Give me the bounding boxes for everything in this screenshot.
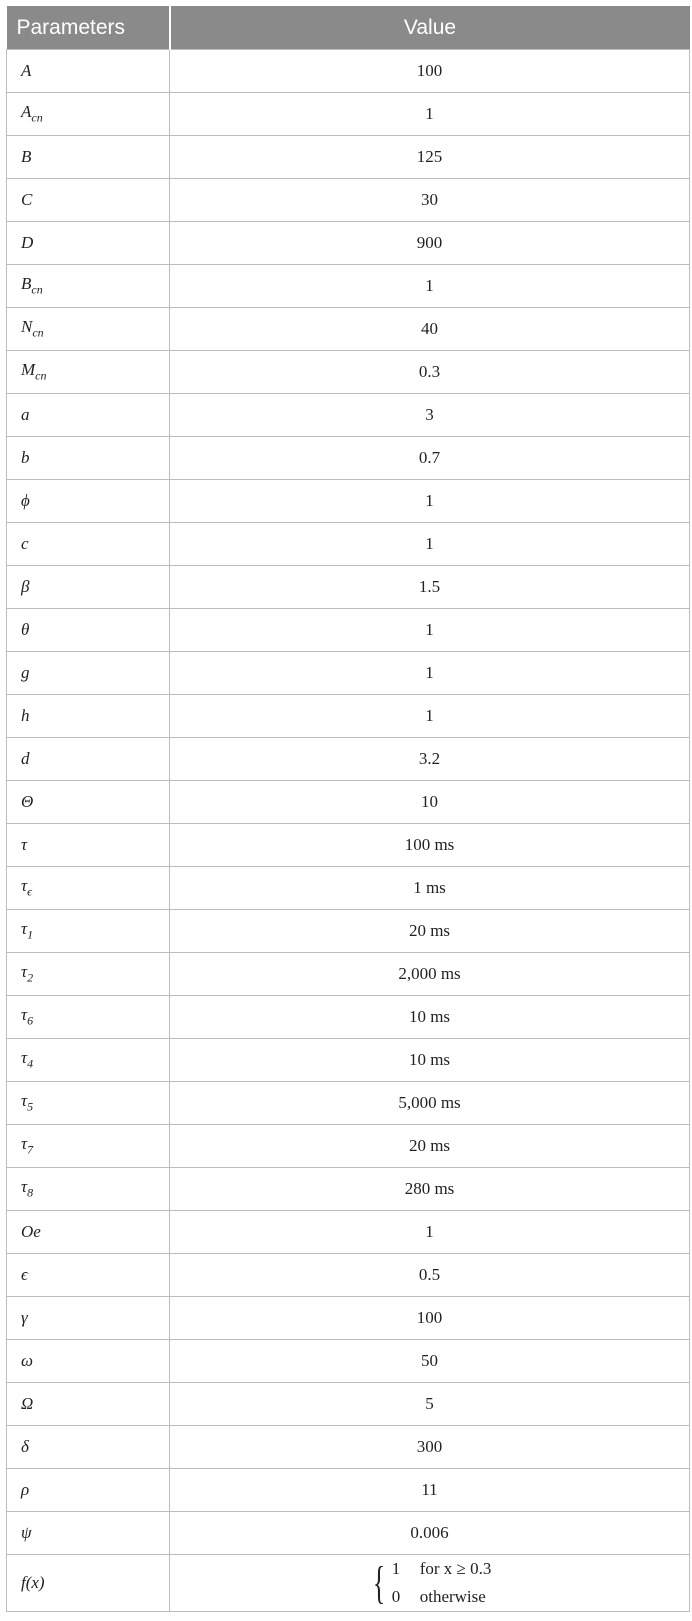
value-cell: 1.5 xyxy=(170,566,690,609)
value-cell: 11 xyxy=(170,1469,690,1512)
parameter-subscript: cn xyxy=(35,368,47,383)
parameter-symbol: N xyxy=(21,317,33,337)
table-row xyxy=(7,394,690,437)
table-row xyxy=(7,1082,690,1125)
case-2: 0 otherwise xyxy=(391,1587,486,1606)
value-cell: 1 xyxy=(170,1211,690,1254)
parameter-cell xyxy=(7,652,170,695)
parameter-symbol: τ xyxy=(21,1091,28,1111)
parameter-symbol: c xyxy=(21,534,29,553)
parameter-symbol: τ xyxy=(21,1177,28,1197)
table-row xyxy=(7,738,690,781)
parameter-cell xyxy=(7,437,170,480)
parameter-cell xyxy=(7,566,170,609)
table-row xyxy=(7,1555,690,1612)
table-row xyxy=(7,1297,690,1340)
parameter-cell xyxy=(7,738,170,781)
parameter-cell xyxy=(7,781,170,824)
parameter-cell xyxy=(7,308,170,351)
parameter-subscript: cn xyxy=(31,110,43,125)
table-row xyxy=(7,1211,690,1254)
parameter-symbol: ω xyxy=(21,1351,34,1370)
table-row xyxy=(7,480,690,523)
value-cell: 1 ms xyxy=(170,867,690,910)
value-cell: 10 xyxy=(170,781,690,824)
parameter-symbol: b xyxy=(21,448,30,467)
parameter-subscript: 8 xyxy=(27,1185,34,1200)
parameter-subscript: 7 xyxy=(27,1142,34,1157)
parameter-cell xyxy=(7,394,170,437)
parameter-symbol: ρ xyxy=(21,1480,30,1499)
table-row xyxy=(7,652,690,695)
parameter-subscript: 6 xyxy=(27,1013,34,1028)
parameter-cell xyxy=(7,867,170,910)
table-row xyxy=(7,265,690,308)
parameter-symbol: τ xyxy=(21,1048,28,1068)
value-cell: 40 xyxy=(170,308,690,351)
parameter-cell xyxy=(7,480,170,523)
parameter-symbol: M xyxy=(21,360,36,380)
piecewise-function xyxy=(368,1555,492,1611)
parameter-cell xyxy=(7,351,170,394)
parameter-symbol: ϕ xyxy=(21,491,30,510)
table-row xyxy=(7,308,690,351)
parameter-cell xyxy=(7,609,170,652)
value-cell: 5 xyxy=(170,1383,690,1426)
table-row xyxy=(7,1512,690,1555)
table-row xyxy=(7,781,690,824)
parameter-subscript: 5 xyxy=(27,1099,34,1114)
parameter-subscript: cn xyxy=(31,282,43,297)
parameter-table-container xyxy=(6,6,689,1612)
table-row xyxy=(7,867,690,910)
parameter-cell xyxy=(7,1082,170,1125)
value-cell: 20 ms xyxy=(170,910,690,953)
table-row xyxy=(7,1469,690,1512)
value-cell: 3.2 xyxy=(170,738,690,781)
parameter-cell xyxy=(7,265,170,308)
left-brace: { xyxy=(372,1557,385,1608)
table-row xyxy=(7,609,690,652)
parameter-symbol: A xyxy=(21,102,32,122)
parameter-cell xyxy=(7,1254,170,1297)
parameter-cell xyxy=(7,824,170,867)
value-cell: 0.5 xyxy=(170,1254,690,1297)
parameter-symbol: τ xyxy=(21,835,28,854)
parameter-cell xyxy=(7,953,170,996)
parameter-subscript: ϵ xyxy=(27,884,32,899)
parameter-cell: f(x) xyxy=(7,1555,170,1612)
parameter-cell xyxy=(7,1383,170,1426)
table-header-row xyxy=(7,6,690,50)
parameter-cell xyxy=(7,1039,170,1082)
parameter-symbol: a xyxy=(21,405,30,424)
parameter-symbol: τ xyxy=(21,962,28,982)
value-cell: 100 xyxy=(170,1297,690,1340)
table-row xyxy=(7,996,690,1039)
parameter-symbol: g xyxy=(21,663,30,682)
table-row xyxy=(7,1426,690,1469)
parameter-symbol: τ xyxy=(21,876,28,896)
parameter-cell xyxy=(7,996,170,1039)
table-row xyxy=(7,910,690,953)
table-row xyxy=(7,523,690,566)
table-row xyxy=(7,351,690,394)
header-parameters: Parameters xyxy=(7,6,170,50)
parameter-symbol: D xyxy=(21,233,34,252)
parameter-symbol: C xyxy=(21,190,33,209)
value-cell: 0.006 xyxy=(170,1512,690,1555)
value-cell: 0.3 xyxy=(170,351,690,394)
table-row xyxy=(7,222,690,265)
parameter-symbol: τ xyxy=(21,1005,28,1025)
parameter-cell xyxy=(7,1426,170,1469)
parameter-cell xyxy=(7,1211,170,1254)
parameter-symbol: τ xyxy=(21,1134,28,1154)
value-cell: 0.7 xyxy=(170,437,690,480)
value-cell: 50 xyxy=(170,1340,690,1383)
table-row xyxy=(7,1383,690,1426)
table-row xyxy=(7,179,690,222)
value-cell: 125 xyxy=(170,136,690,179)
value-cell: 100 xyxy=(170,50,690,93)
parameter-cell xyxy=(7,910,170,953)
parameter-cell xyxy=(7,179,170,222)
value-cell: 280 ms xyxy=(170,1168,690,1211)
parameter-subscript: 1 xyxy=(27,927,34,942)
parameter-symbol: B xyxy=(21,274,32,294)
parameter-cell xyxy=(7,1168,170,1211)
piecewise-cases xyxy=(392,1555,492,1611)
parameter-symbol: Θ xyxy=(21,792,34,811)
value-cell: 3 xyxy=(170,394,690,437)
table-row xyxy=(7,1168,690,1211)
table-row xyxy=(7,1254,690,1297)
parameter-cell xyxy=(7,1297,170,1340)
value-cell: 2,000 ms xyxy=(170,953,690,996)
table-row xyxy=(7,50,690,93)
table-row xyxy=(7,93,690,136)
value-cell: 1 xyxy=(170,609,690,652)
value-cell: 1 xyxy=(170,652,690,695)
parameter-symbol: β xyxy=(21,577,30,596)
parameter-symbol: A xyxy=(21,61,32,80)
parameter-cell xyxy=(7,695,170,738)
parameter-symbol: τ xyxy=(21,919,28,939)
value-cell: 10 ms xyxy=(170,1039,690,1082)
parameter-cell xyxy=(7,50,170,93)
value-cell xyxy=(170,1555,690,1612)
parameter-cell xyxy=(7,222,170,265)
parameter-cell xyxy=(7,1125,170,1168)
table-row xyxy=(7,695,690,738)
table-row xyxy=(7,824,690,867)
parameter-symbol: Ω xyxy=(21,1394,34,1413)
parameter-cell xyxy=(7,136,170,179)
value-cell: 30 xyxy=(170,179,690,222)
value-cell: 1 xyxy=(170,523,690,566)
value-cell: 5,000 ms xyxy=(170,1082,690,1125)
parameter-subscript: cn xyxy=(32,325,44,340)
parameter-symbol: δ xyxy=(21,1437,29,1456)
table-row xyxy=(7,953,690,996)
parameter-symbol: ϵ xyxy=(21,1265,28,1284)
parameter-subscript: 2 xyxy=(27,970,34,985)
value-cell: 10 ms xyxy=(170,996,690,1039)
parameter-cell xyxy=(7,93,170,136)
parameter-cell xyxy=(7,1512,170,1555)
value-cell: 1 xyxy=(170,695,690,738)
table-row xyxy=(7,1039,690,1082)
parameter-symbol: γ xyxy=(21,1308,28,1327)
case-1: 1 for x ≥ 0.3 xyxy=(391,1559,492,1578)
value-cell: 1 xyxy=(170,93,690,136)
parameter-symbol: Oe xyxy=(21,1222,41,1241)
parameter-symbol: d xyxy=(21,749,30,768)
value-cell: 1 xyxy=(170,265,690,308)
parameter-symbol: B xyxy=(21,147,32,166)
header-value: Value xyxy=(170,6,690,50)
table-body xyxy=(7,50,690,1612)
parameter-cell xyxy=(7,1469,170,1512)
parameter-subscript: 4 xyxy=(27,1056,34,1071)
parameter-cell xyxy=(7,523,170,566)
parameter-symbol: ψ xyxy=(21,1523,32,1542)
parameter-symbol: θ xyxy=(21,620,30,639)
table-row xyxy=(7,437,690,480)
table-row xyxy=(7,1340,690,1383)
parameter-cell xyxy=(7,1340,170,1383)
value-cell: 300 xyxy=(170,1426,690,1469)
value-cell: 20 ms xyxy=(170,1125,690,1168)
parameter-table xyxy=(6,6,690,1612)
table-row xyxy=(7,136,690,179)
table-row xyxy=(7,1125,690,1168)
value-cell: 1 xyxy=(170,480,690,523)
value-cell: 900 xyxy=(170,222,690,265)
table-row xyxy=(7,566,690,609)
value-cell: 100 ms xyxy=(170,824,690,867)
parameter-symbol: h xyxy=(21,706,30,725)
